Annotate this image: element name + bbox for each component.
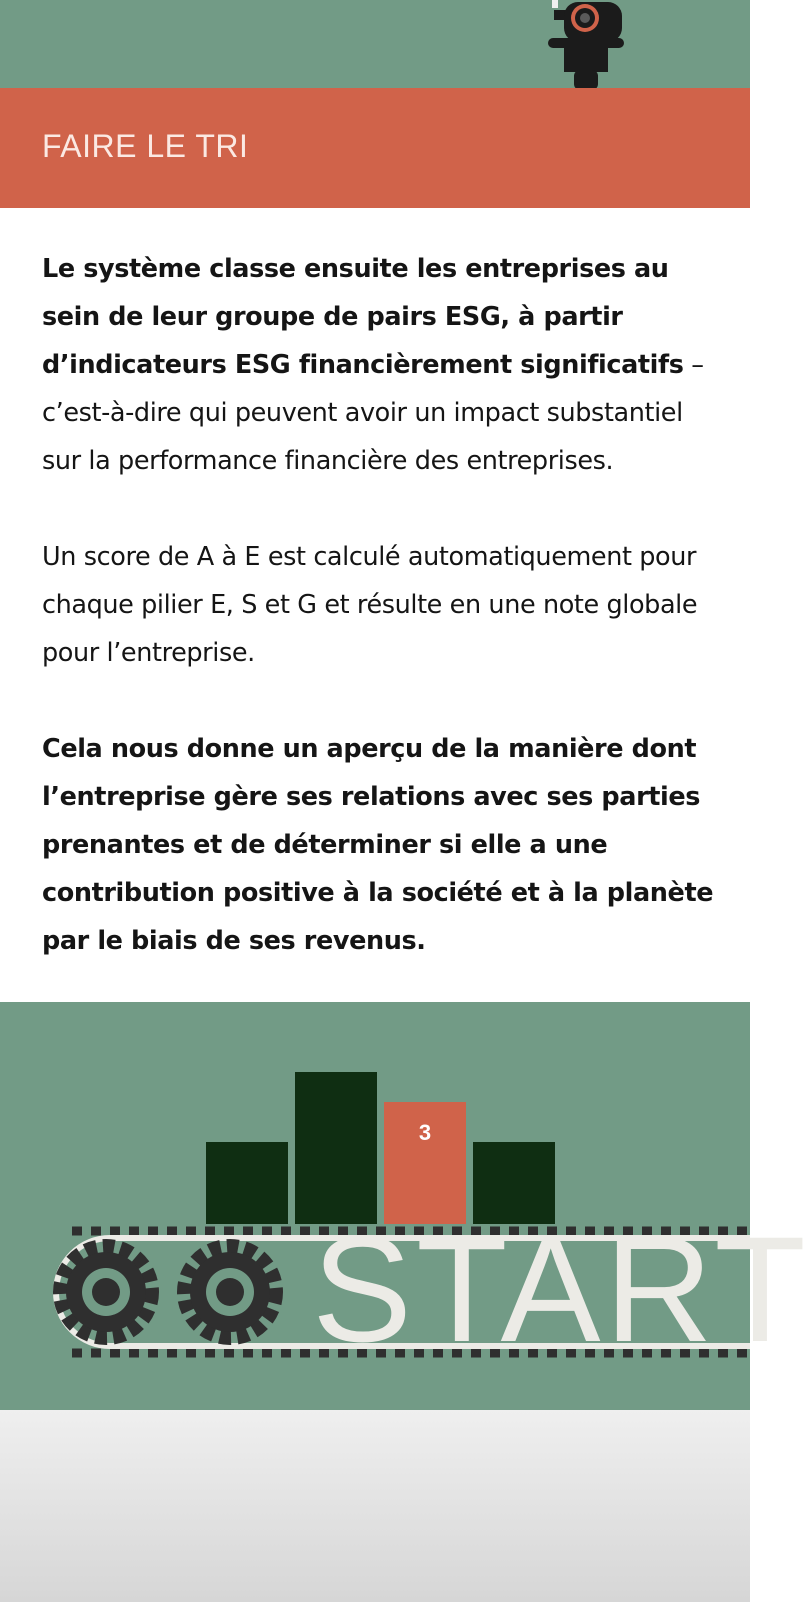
footer-band <box>0 1410 750 1602</box>
podium-bar-left <box>206 1142 288 1224</box>
paragraph-ranking <box>42 245 722 485</box>
paragraph-scoring: Un score de A à E est calculé automatiquement pour chaque pilier E, S et G et résulte en une note globale pour l’entreprise. <box>42 542 698 668</box>
gear-icon <box>62 1248 150 1336</box>
section-header <box>0 88 750 208</box>
podium-bars <box>206 1072 555 1224</box>
paragraph-insight: Cela nous donne un aperçu de la manière dont l’entreprise gère ses relations avec ses parties prenantes et de déterminer si elle a une contribution positive à la société et à la planète par le biais de ses revenus. <box>42 734 714 956</box>
paragraph-ranking-normal: – c’est-à-dire qui peuvent avoir un impact substantiel sur la performance financière des entreprises. <box>42 350 704 476</box>
highlighted-bar-label: 3 <box>418 1120 432 1145</box>
gear-icon <box>186 1248 274 1336</box>
paragraph-ranking-bold: Le système classe ensuite les entreprises au sein de leur groupe de pairs ESG, à partir d’indicateurs ESG financièrement significatifs <box>42 254 684 380</box>
podium-bar-tall <box>295 1072 377 1224</box>
conveyor-start-label: START <box>312 1205 810 1373</box>
page-title: FAIRE LE TRI <box>42 128 249 164</box>
article-body <box>42 245 722 1013</box>
conveyor-illustration <box>0 1002 810 1410</box>
